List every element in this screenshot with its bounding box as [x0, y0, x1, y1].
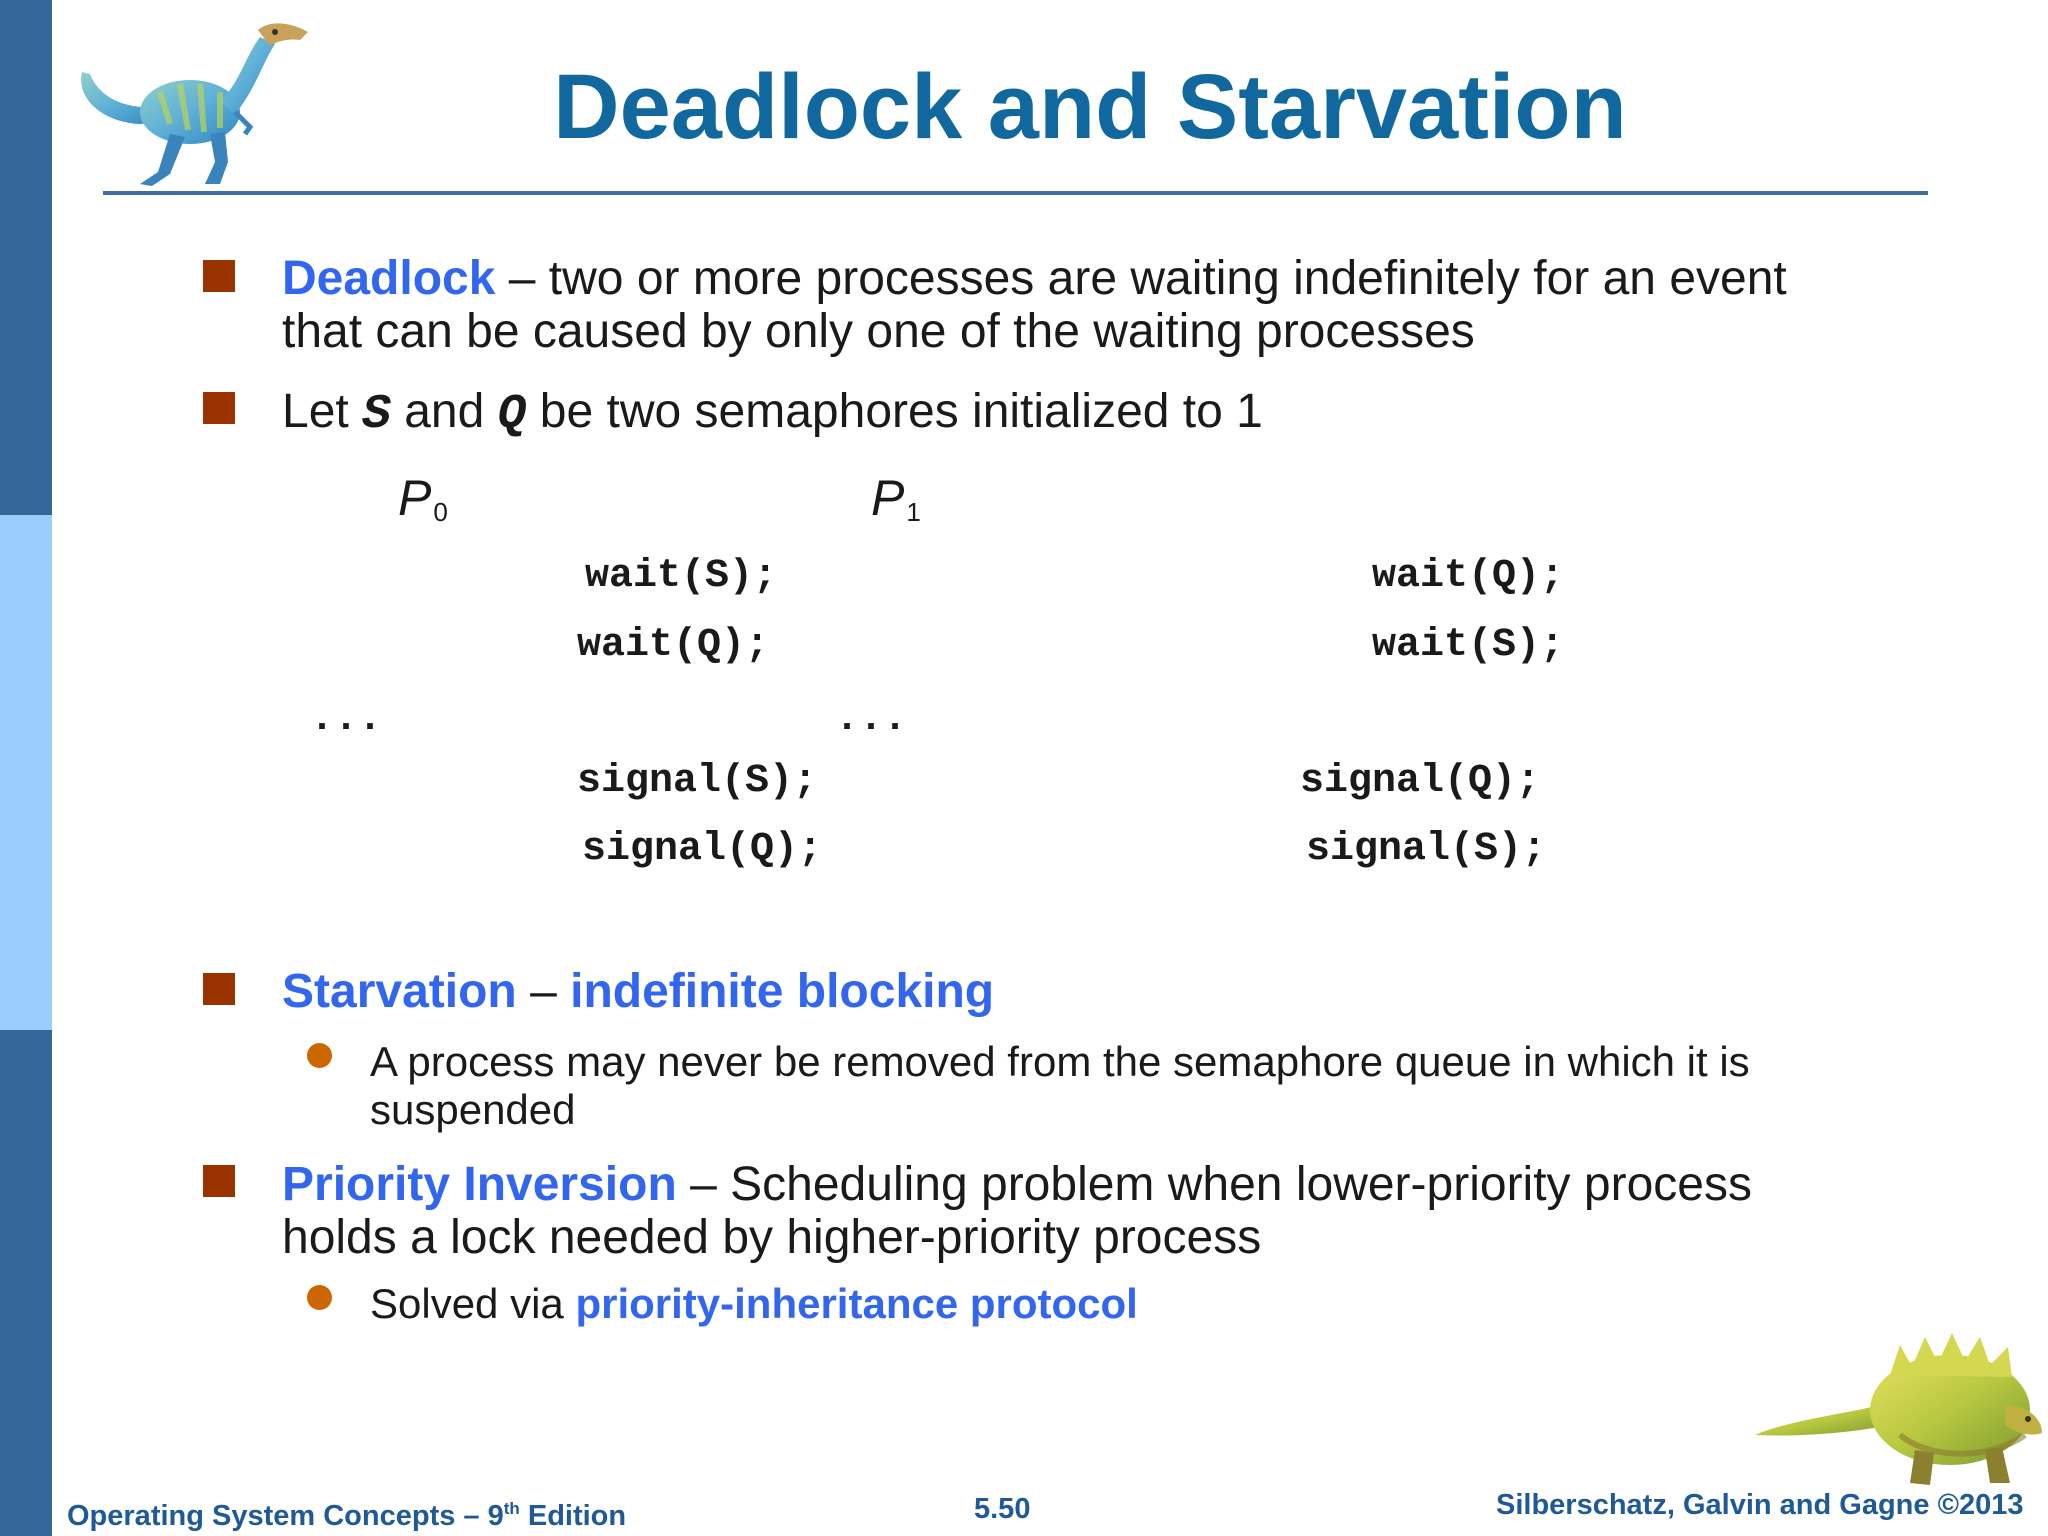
priority-inversion-definition: – Scheduling problem when lower-priority process — [676, 1158, 1752, 1211]
footer-edition-sup: th — [503, 1499, 520, 1518]
deadlock-definition-line2: that can be caused by only one of the waiting processes — [282, 305, 1475, 358]
round-bullet-icon — [307, 1043, 332, 1068]
term-deadlock: Deadlock — [282, 252, 496, 305]
process-p1-label — [871, 470, 921, 540]
term-priority-inversion: Priority Inversion — [282, 1158, 677, 1211]
process-p0-label — [398, 470, 448, 540]
p0-code-line: wait(S); — [585, 554, 778, 599]
p0-code-line: signal(Q); — [582, 827, 823, 872]
p0-name: P — [398, 470, 432, 526]
p0-code-line: signal(S); — [577, 759, 818, 804]
p1-name: P — [871, 470, 905, 526]
bullet-priority-inversion — [282, 1158, 1752, 1212]
square-bullet-icon — [203, 973, 235, 1005]
sidebar-light-middle — [0, 515, 52, 1030]
p1-code-line: signal(Q); — [1300, 759, 1541, 804]
sidebar-dark-bottom — [0, 1030, 52, 1536]
p1-code-line: signal(S); — [1306, 827, 1547, 872]
solved-via-text: Solved via — [370, 1280, 576, 1327]
title-divider — [103, 191, 1928, 195]
term-priority-inheritance: priority-inheritance protocol — [575, 1280, 1138, 1327]
sidebar-dark-top — [0, 0, 52, 515]
footer-slide-number: 5.50 — [974, 1493, 1031, 1525]
priority-inversion-line2: holds a lock needed by higher-priority process — [282, 1211, 1262, 1264]
p0-subscript: 0 — [433, 497, 448, 527]
square-bullet-icon — [203, 260, 235, 292]
priority-inversion-sub — [370, 1280, 1138, 1328]
p1-code-line: wait(S); — [1372, 623, 1565, 668]
p1-ellipsis: ... — [835, 697, 908, 742]
bullet-semaphores — [282, 385, 1263, 442]
footer-book-title — [67, 1492, 626, 1533]
semaphore-s: S — [362, 388, 391, 442]
footer-authors: Silberschatz, Galvin and Gagne ©2013 — [1496, 1489, 2024, 1521]
footer-book-title-pre: Operating System Concepts – 9 — [67, 1500, 504, 1532]
p1-code-line: wait(Q); — [1372, 554, 1565, 599]
starvation-sub-line2: suspended — [370, 1086, 576, 1133]
sidebar-band — [0, 0, 52, 1536]
term-indefinite-blocking: indefinite blocking — [570, 965, 995, 1018]
square-bullet-icon — [203, 392, 235, 424]
footer-book-title-post: Edition — [519, 1500, 627, 1532]
dinosaur-icon — [70, 12, 320, 192]
semaphores-text-pre: Let — [282, 385, 363, 438]
term-starvation: Starvation — [282, 965, 517, 1018]
semaphores-text-mid: and — [390, 385, 498, 438]
bullet-deadlock — [282, 252, 1787, 306]
slide-title: Deadlock and Starvation — [553, 56, 1627, 158]
bullet-starvation — [282, 965, 994, 1019]
p1-subscript: 1 — [906, 497, 921, 527]
p0-ellipsis: ... — [310, 697, 383, 742]
starvation-dash: – — [516, 965, 571, 1018]
round-bullet-icon — [307, 1285, 332, 1310]
p0-code-line: wait(Q); — [577, 623, 770, 668]
dinosaur-icon — [1750, 1325, 2048, 1490]
deadlock-definition: – two or more processes are waiting indefinitely for an event — [495, 252, 1787, 305]
starvation-sub-line1: A process may never be removed from the semaphore queue in which it is — [370, 1038, 1750, 1085]
semaphores-text-post: be two semaphores initialized to 1 — [526, 385, 1263, 438]
square-bullet-icon — [203, 1165, 235, 1197]
semaphore-q: Q — [497, 388, 527, 442]
